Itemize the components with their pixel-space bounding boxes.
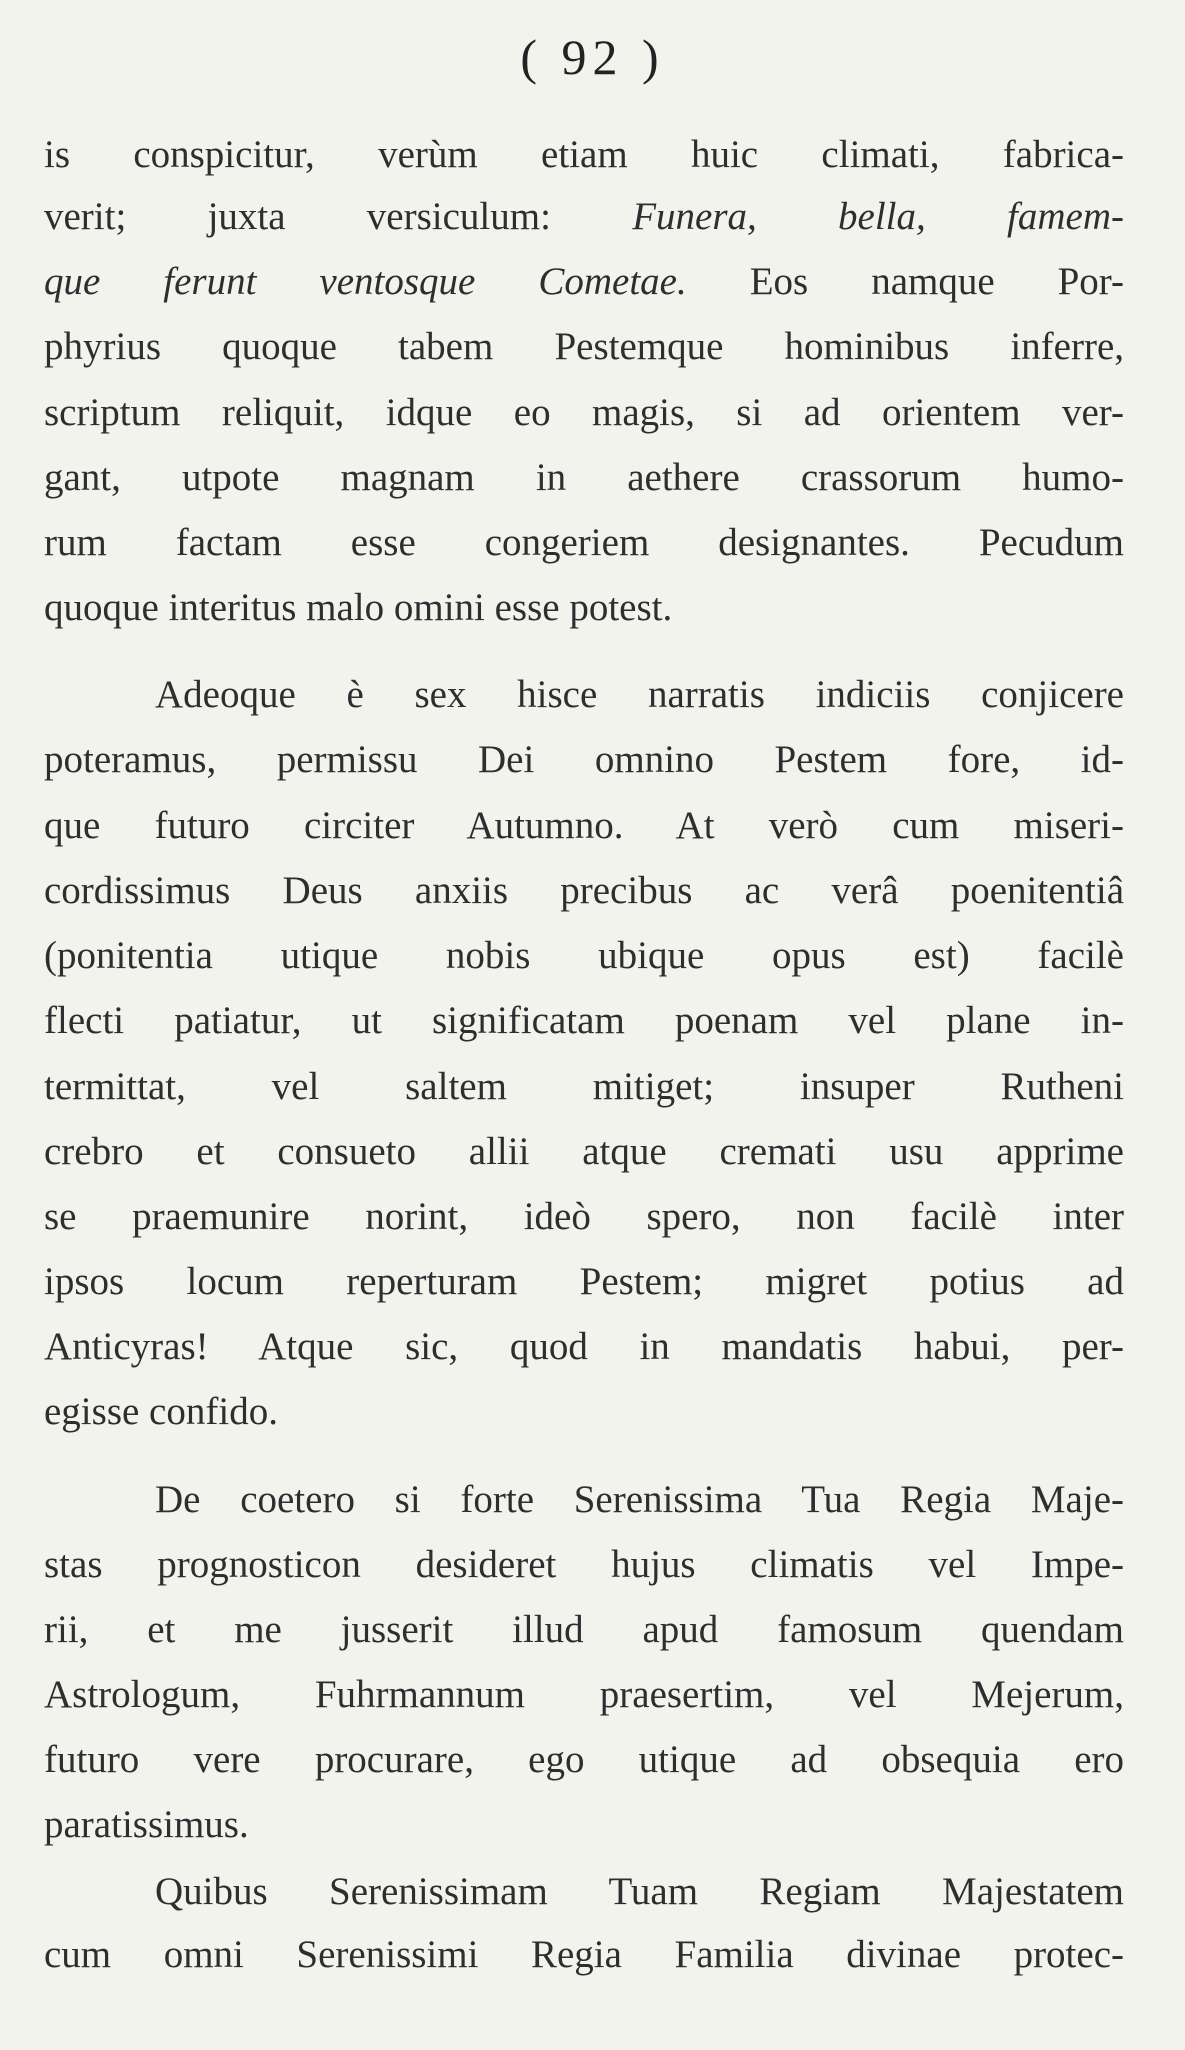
text-segment: scriptum reliquit, idque eo magis, si ad orientem ver- [44,391,1124,434]
text-line [44,1675,1124,1714]
text-segment: poteramus, permissu Dei omnino Pestem fore, id- [44,738,1124,781]
text-segment: rum factam esse congeriem designantes. Pecudum [44,521,1124,564]
text-line [44,871,1124,910]
text-line [44,1545,1124,1584]
text-line [44,1327,1124,1366]
text-line [44,458,1124,497]
text-line [44,1610,1124,1649]
text-segment: ipsos locum reperturam Pestem; migret potius ad [44,1260,1124,1303]
text-line [44,1067,1124,1106]
text-line [155,1480,1124,1519]
text-segment: phyrius quoque tabem Pestemque hominibus inferre, [44,325,1124,368]
text-line [44,1392,1124,1431]
text-line [44,327,1124,366]
text-segment: Astrologum, Fuhrmannum praesertim, vel Mejerum, [44,1673,1124,1716]
text-line [44,262,1124,301]
text-segment: cum omni Serenissimi Regia Familia divinae protec- [44,1933,1124,1976]
text-line [44,1740,1124,1779]
text-line [44,1262,1124,1301]
text-segment: que futuro circiter Autumno. At verò cum miseri- [44,804,1124,847]
text-line [44,523,1124,562]
text-segment: gant, utpote magnam in aethere crassorum humo- [44,456,1124,499]
text-line [44,1001,1124,1040]
text-segment: Adeoque è sex hisce narratis indiciis conjicere [155,673,1124,716]
text-segment: Quibus Serenissimam Tuam Regiam Majestatem [155,1870,1124,1913]
text-line [44,393,1124,432]
text-segment: Anticyras! Atque sic, quod in mandatis habui, per- [44,1325,1124,1368]
page-number: ( 92 ) [520,29,665,85]
text-segment: cordissimus Deus anxiis precibus ac verâ poenitentiâ [44,869,1124,912]
text-segment: crebro et consueto allii atque cremati usu apprime [44,1130,1124,1173]
text-segment: egisse confido. [44,1390,278,1433]
italic-text-segment: Funera, bella, famem- [632,195,1124,238]
text-segment: is conspicitur, verùm etiam huic climati, fabrica- [44,133,1124,176]
text-line [155,675,1124,714]
text-segment: rii, et me jusserit illud apud famosum quendam [44,1608,1124,1651]
text-segment: Eos namque Por- [686,260,1125,303]
text-segment: (ponitentia utique nobis ubique opus est) facilè [44,934,1124,977]
text-line [44,1805,1124,1844]
text-segment: flecti patiatur, ut significatam poenam vel plane in- [44,999,1124,1042]
text-segment: stas prognosticon desideret hujus climatis vel Impe- [44,1543,1124,1586]
text-line [44,1132,1124,1171]
text-line [44,197,1124,236]
text-segment: termittat, vel saltem mitiget; insuper Rutheni [44,1065,1124,1108]
text-line [155,1872,1124,1911]
text-segment: quoque interitus malo omini esse potest. [44,586,673,629]
text-line [44,936,1124,975]
text-line [44,135,1124,174]
text-line [44,1197,1124,1236]
text-line [44,806,1124,845]
text-segment: verit; juxta versiculum: [44,195,633,238]
text-segment: De coetero si forte Serenissima Tua Regia Maje- [155,1478,1124,1521]
text-segment: futuro vere procurare, ego utique ad obsequia ero [44,1738,1124,1781]
text-line [44,1935,1124,1974]
italic-text-segment: que ferunt ventosque Cometae. [44,260,687,303]
text-line [44,740,1124,779]
text-segment: paratissimus. [44,1803,249,1846]
text-segment: se praemunire norint, ideò spero, non facilè inter [44,1195,1124,1238]
text-line [44,588,1124,627]
